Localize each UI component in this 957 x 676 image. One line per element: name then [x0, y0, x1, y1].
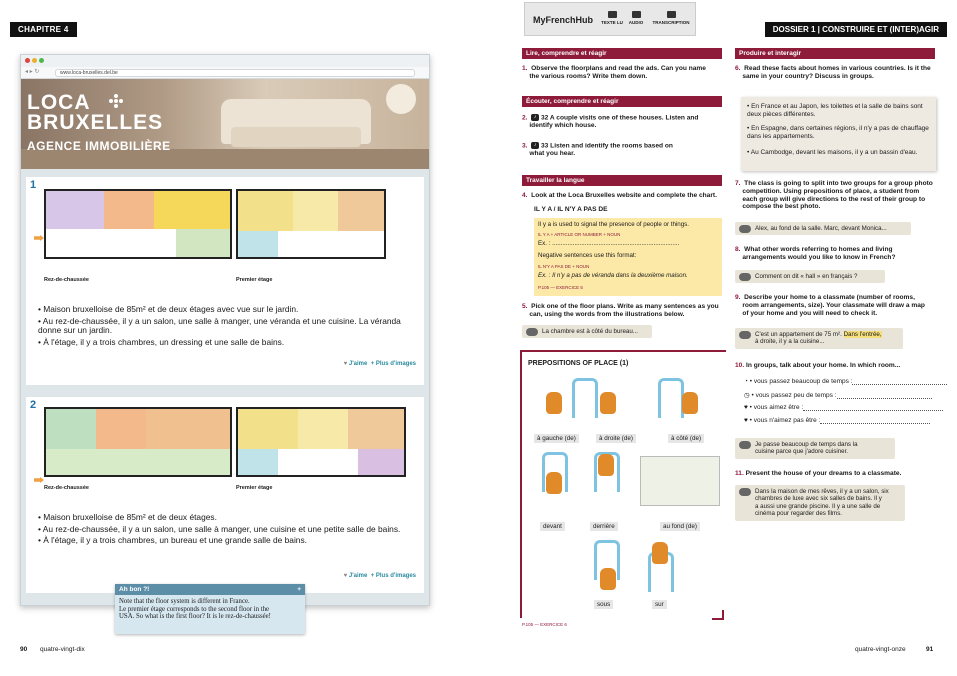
prepositions-box [520, 350, 726, 618]
question-2: 2. ♪ 32 A couple visits one of these houses. Listen and identify which house. [522, 114, 699, 130]
cat-image [546, 392, 562, 414]
more-images-link[interactable]: Plus d'images [375, 361, 416, 367]
browser-window [20, 54, 430, 606]
transcription-icon [667, 11, 676, 18]
stopwatch-icon: ◷ [744, 392, 750, 399]
cat-image [598, 454, 614, 476]
speech-icon [739, 331, 751, 339]
address-bar[interactable]: www.loca-bruxelles.del.be [55, 69, 415, 77]
like-link[interactable]: J'aime [348, 573, 368, 579]
heart-icon: ♥ [744, 404, 748, 411]
listing-card-2 [26, 397, 424, 593]
question-1: 1. Observe the floorplans and read the ads. Can you name the various rooms? Write them down. [522, 65, 706, 80]
chapter-label: CHAPITRE 4 [10, 22, 77, 37]
cat-image [546, 472, 562, 494]
listing-number: 1 [30, 179, 37, 191]
prep-label: devant [540, 522, 565, 531]
minimize-dot-icon[interactable] [32, 58, 37, 63]
question-5: 5. Pick one of the floor plans. Write as many sentences as you can, using the words from the illustrations below. [522, 303, 719, 318]
transcription-button[interactable]: TRANSCRIPTION [651, 11, 691, 25]
speech-bubble-8: Comment on dit « hall » en français ? [735, 270, 885, 283]
heart-icon[interactable]: ♥ [343, 573, 348, 579]
plan-label: Rez-de-chaussée [44, 485, 89, 491]
grammar-box: Il y a is used to signal the presence of people or things. IL Y A + ARTICLE OR NUMBER + NOUN Ex. : .......................................................................... Negative sentences use this format: IL N'Y A PAS DE + NOUN Ex. : Il n'y a pas de véranda dans la deuxième maison. P.105 — EXERCICE 5 [534, 218, 722, 296]
ah-bon-header: + Ah bon ?! [115, 584, 305, 595]
listing-bullet: • À l'étage, il y a trois chambres, un dressing et une salle de bains. [38, 336, 285, 347]
exercise-ref[interactable]: P.105 — EXERCICE 5 [538, 285, 583, 290]
speech-bubble-10: Je passe beaucoup de temps dans la cuisine parce que j'adore cuisiner. [735, 438, 895, 459]
listing-description [38, 513, 408, 548]
speech-icon [739, 441, 751, 449]
prep-label: sur [652, 600, 667, 609]
floorplan-ground-1[interactable] [44, 189, 232, 259]
question-3: 3. ♪ 33 Listen and identify the rooms based on what you hear. [522, 142, 673, 158]
audio-icon [632, 11, 641, 18]
plus-icon: + [370, 361, 375, 367]
listing-actions [344, 361, 416, 367]
listing-card-1 [26, 177, 424, 385]
ah-bon-text: Note that the floor system is different in France. Le premier étage corresponds to the second floor in the USA. So what is the first floor? It is le rez-de-chaussée! [119, 598, 271, 621]
prep-label: sous [594, 600, 613, 609]
question-11: 11. Present the house of your dreams to a classmate. [735, 470, 902, 477]
highlight: Dans l'entrée, [843, 331, 882, 338]
listing-bullet: • Au rez-de-chaussée, il y a un salon, une salle à manger, une cuisine et une petite salle de bains. [38, 523, 401, 534]
left-page [0, 0, 478, 676]
page-number: 91 [926, 646, 934, 653]
listing-number: 2 [30, 399, 37, 411]
chair-image [658, 378, 684, 418]
question-4: 4. Look at the Loca Bruxelles website and complete the chart. [522, 192, 717, 199]
speech-bubble-5: La chambre est à côté du bureau... [522, 325, 652, 338]
atomium-icon [109, 94, 123, 108]
cat-image [682, 392, 698, 414]
prep-label: à droite (de) [596, 434, 636, 443]
dossier-label: DOSSIER 1 | CONSTRUIRE ET (INTER)AGIR [765, 22, 947, 37]
speech-icon [739, 488, 751, 496]
box-corner [712, 610, 724, 620]
maximize-dot-icon[interactable] [39, 58, 44, 63]
question-10: 10. In groups, talk about your home. In which room... [735, 362, 901, 369]
fact-item: • En Espagne, dans certaines régions, il n'y a pas de chauffage dans les appartements. [747, 125, 929, 140]
floorplan-ground-2[interactable] [44, 407, 232, 477]
clock-icon: ◔ [744, 378, 748, 385]
q10-row[interactable]: ◷ • vous passez peu de temps : [744, 391, 932, 399]
prepositions-title: PREPOSITIONS OF PLACE (1) [528, 360, 629, 367]
speech-bubble-9: C'est un appartement de 75 m². Dans l'entrée, à droite, il y a la cuisine... [735, 328, 903, 349]
speech-bubble-7: Alex, au fond de la salle. Marc, devant Monica... [735, 222, 911, 235]
listing-bullet: • À l'étage, il y a trois chambres, un bureau et une grande salle de bains. [38, 535, 307, 546]
prep-label: derrière [590, 522, 618, 531]
entrance-arrow-icon [34, 477, 44, 483]
hero-banner [21, 79, 429, 169]
prep-label: à côté (de) [668, 434, 704, 443]
myfrenchhub-bar [524, 2, 696, 36]
question-7: 7. The class is going to split into two groups for a group photo competition. Using prepositions of place, a student from each group will give directions to the rest of their group to compose the best photo. [735, 180, 933, 211]
site-tagline: AGENCE IMMOBILIÈRE [27, 139, 171, 153]
browser-toolbar [21, 67, 429, 79]
plus-icon: + [370, 573, 375, 579]
plan-label: Premier étage [236, 277, 273, 283]
listing-bullet: • Maison bruxelloise de 85m² et de deux étages avec vue sur le jardin. [38, 304, 299, 314]
grammar-title: IL Y A / IL N'Y A PAS DE [534, 206, 608, 213]
fact-item: • En France et au Japon, les toilettes et la salle de bains sont deux pièces différentes. [747, 103, 923, 118]
chair-image [572, 378, 598, 418]
like-link[interactable]: J'aime [348, 361, 368, 367]
ah-bon-box [115, 584, 305, 634]
audio-icon[interactable]: ♪ [531, 114, 539, 121]
listing-bullet: • Maison bruxelloise de 85m² et de deux étages. [38, 512, 217, 522]
heart-icon[interactable]: ♥ [343, 361, 348, 367]
site-logo[interactable]: LOCA BRUXELLES [27, 91, 164, 134]
question-9: 9. Describe your home to a classmate (number of rooms, room arrangements, size). Your classmate will draw a map of your home and you will need to check it. [735, 294, 925, 317]
page-number: 90 [20, 646, 28, 653]
sofa-seat-image [231, 127, 361, 147]
text-icon [608, 11, 617, 18]
q10-row[interactable]: ♥ • vous n'aimez pas être : [744, 417, 930, 424]
more-images-link[interactable]: Plus d'images [375, 573, 416, 579]
nav-arrows-icon[interactable]: ◂ ▸ ↻ [25, 69, 40, 75]
texte-lu-button[interactable]: TEXTE LU [601, 11, 623, 25]
lamp-image [386, 84, 416, 114]
section-ecouter: Écouter, comprendre et réagir [522, 96, 722, 107]
question-6: 6. Read these facts about homes in various countries. Is it the same in your country? Discuss in groups. [735, 65, 931, 80]
entrance-arrow-icon [34, 235, 44, 241]
cat-image [600, 568, 616, 590]
section-lire: Lire, comprendre et réagir [522, 48, 722, 59]
listing-description [38, 305, 408, 349]
prep-label: au fond (de) [660, 522, 700, 531]
floorplan-first-1[interactable] [236, 189, 386, 259]
myfrenchhub-logo[interactable]: MyFrenchHub [533, 15, 594, 25]
speech-bubble-11: Dans la maison de mes rêves, il y a un salon, six chambres de luxe avec six salles de bains. Il y a aussi une grande piscine. Il y a une salle de cinéma pour regarder des films. [735, 485, 905, 521]
browser-titlebar [21, 55, 429, 67]
audio-button[interactable]: AUDIO [625, 11, 647, 25]
fact-item: • Au Cambodge, devant les maisons, il y a un bassin d'eau. [747, 149, 918, 156]
listing-bullet: • Au rez-de-chaussée, il y a un salon, une salle à manger, une véranda et une cuisine. La véranda donne sur un jardin. [38, 315, 401, 336]
facts-note [741, 97, 936, 171]
listing-actions [344, 573, 416, 579]
cat-image [652, 542, 668, 564]
speech-icon [526, 328, 538, 336]
close-dot-icon[interactable] [25, 58, 30, 63]
cat-image [600, 392, 616, 414]
room-illustration [640, 456, 720, 506]
speech-icon [739, 273, 751, 281]
question-8: 8. What other words referring to homes and living arrangements would you like to know in French? [735, 246, 896, 261]
broken-heart-icon: ♥ [744, 417, 748, 424]
plan-label: Premier étage [236, 485, 273, 491]
plan-label: Rez-de-chaussée [44, 277, 89, 283]
plus-icon: + [297, 586, 301, 593]
page-number-words: quatre-vingt-onze [855, 646, 906, 653]
speech-icon [739, 225, 751, 233]
q10-row[interactable]: ◔ • vous passez beaucoup de temps : [744, 378, 947, 385]
section-travailler: Travailler la langue [522, 175, 722, 186]
page-number-words: quatre-vingt-dix [40, 646, 85, 653]
section-produire: Produire et interagir [735, 48, 935, 59]
prep-label: à gauche (de) [534, 434, 579, 443]
exercise-ref[interactable]: P.105 — EXERCICE 6 [522, 622, 567, 627]
audio-icon[interactable]: ♪ [531, 142, 539, 149]
q10-row[interactable]: ♥ • vous aimez être : [744, 404, 943, 411]
floorplan-first-2[interactable] [236, 407, 406, 477]
